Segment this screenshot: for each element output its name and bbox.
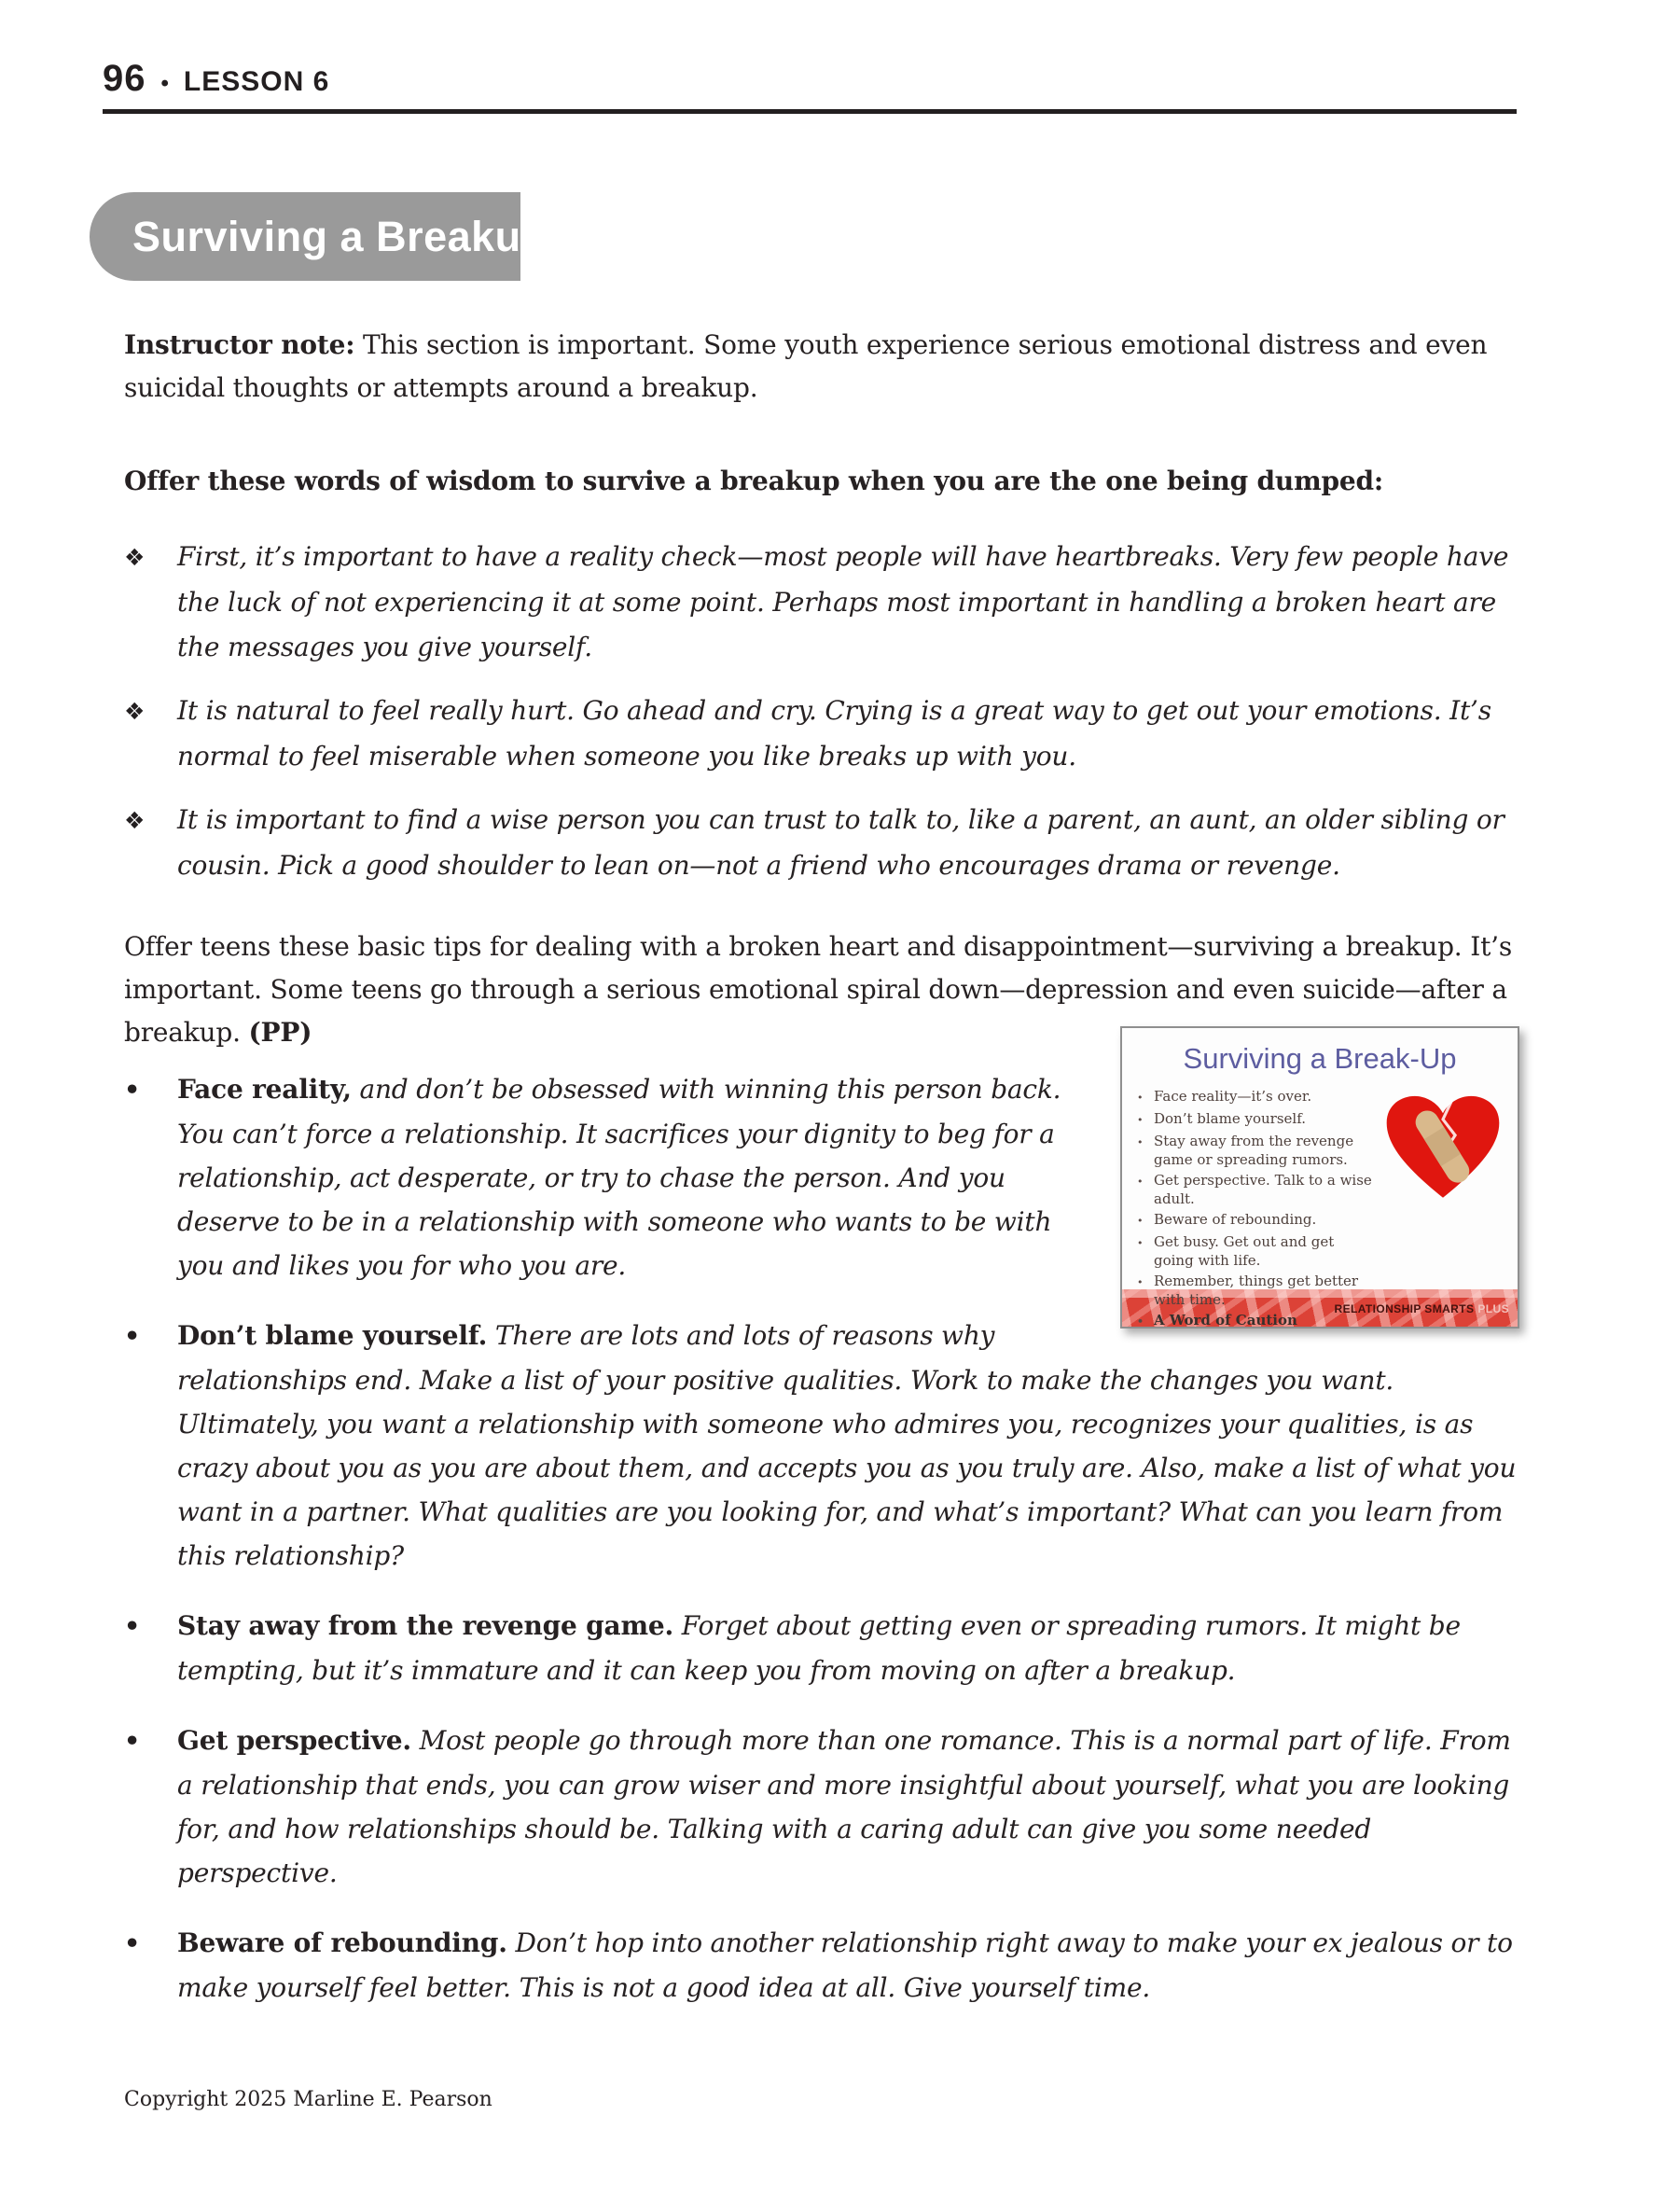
tip-lead: Get perspective. <box>177 1725 411 1756</box>
slide-bullet-text: Remember, things get better with time. <box>1154 1273 1359 1308</box>
header-rule <box>103 109 1517 114</box>
page-header-row <box>103 58 1664 100</box>
slide-bullet <box>1137 1133 1378 1168</box>
section-banner <box>90 192 548 281</box>
tip-lead: Face reality, <box>177 1074 352 1105</box>
slide-bullet-text: Stay away from the revenge game or spreading rumors. <box>1154 1133 1354 1168</box>
dot-bullet-icon: • <box>1137 1176 1144 1188</box>
pp-label: (PP) <box>248 1017 312 1048</box>
tip-text: Don’t hop into another relationship right away to make your ex jealous or to make yourself feel better. This is not a good idea at all. Give yourself time. <box>177 1927 1513 2003</box>
dot-bullet-icon: • <box>1137 1092 1144 1104</box>
slide-title: Surviving a Break-Up <box>1183 1042 1457 1075</box>
dot-bullet-icon: • <box>1137 1114 1144 1126</box>
wisdom-item-text: It is important to find a wise person you can trust to talk to, like a parent, an aunt, an older sibling or cousin. Pick a good shoulder to lean on—not a friend who encourages drama or revenge. <box>177 804 1505 881</box>
diamond-bullet-icon: ❖ <box>124 698 146 725</box>
dot-bullet-icon: • <box>124 1727 141 1756</box>
tips-intro-text: Offer teens these basic tips for dealing with a broken heart and disappointment—surviving a breakup. It’s important. Some teens go through a serious emotional spiral down—depression and even suicide—after a breakup. <box>124 931 1512 1048</box>
page-number: 96 <box>103 58 146 99</box>
slide-bullet-text: Don’t blame yourself. <box>1154 1110 1306 1127</box>
page-footer <box>124 2088 492 2111</box>
page-body <box>124 324 1521 2010</box>
slide-bullet-text: Face reality—it’s over. <box>1154 1088 1312 1105</box>
slide-figure <box>1120 1026 1519 1329</box>
slide-bullet <box>1137 1172 1378 1207</box>
slide-bullet <box>1137 1233 1378 1269</box>
dot-bullet-icon: • <box>1137 1315 1144 1328</box>
page-header <box>0 58 1664 114</box>
instructor-note <box>124 324 1521 410</box>
tip-text: and don’t be obsessed with winning this person back. You can’t force a relationship. It sacrifices your dignity to beg for a relationship, act desperate, or try to chase the person. And you deserve to be in a relationship with someone who wants to be with you and likes you for who you are. <box>177 1074 1061 1281</box>
tip-item <box>124 1314 1521 1578</box>
dot-bullet-icon: • <box>124 1612 141 1641</box>
header-dot-icon: • <box>160 71 169 96</box>
tip-item <box>124 1921 1521 2010</box>
tip-text: Most people go through more than one romance. This is a normal part of life. From a relationship that ends, you can grow wiser and more insightful about yourself, what you are looking for, and how relationships should be. Talking with a caring adult can give you some needed perspective. <box>177 1725 1511 1888</box>
tip-lead: Beware of rebounding. <box>177 1927 507 1958</box>
slide-bullet-text: A Word of Caution <box>1154 1312 1297 1329</box>
note-text: This section is important. Some youth experience serious emotional distress and even suicidal thoughts or attempts around a breakup. <box>124 329 1488 403</box>
words-of-wisdom-heading: Offer these words of wisdom to survive a breakup when you are the one being dumped: <box>124 466 1383 496</box>
wisdom-list <box>124 535 1521 888</box>
slide-bullet <box>1137 1211 1378 1230</box>
slide-bullet-list <box>1137 1088 1378 1329</box>
tip-text: There are lots and lots of reasons why relationships end. Make a list of your positive qualities. Work to make the changes you want. Ultimately, you want a relationship with someone who admires you, recognizes your qualities, is as crazy about you as you are about them, and accepts you as you truly are. Also, make a list of what you want in a partner. What qualities are you looking for, and what’s important? What can you learn from this relationship? <box>177 1320 1517 1571</box>
tip-item <box>124 1604 1521 1692</box>
wisdom-item <box>124 535 1521 670</box>
broken-heart-icon <box>1381 1092 1505 1203</box>
brand-text <box>1335 1302 1509 1315</box>
slide-bullet <box>1137 1088 1378 1106</box>
slide-bullet-text: Beware of rebounding. <box>1154 1211 1317 1228</box>
note-label: Instructor note: <box>124 329 355 360</box>
dot-bullet-icon: • <box>124 1929 141 1958</box>
wisdom-item-text: First, it’s important to have a reality check—most people will have heartbreaks. Very few people have the luck of not experiencing it at some point. Perhaps most important in handling a broken heart are the messages you give yourself. <box>177 541 1509 662</box>
tips-list <box>124 1042 1521 2010</box>
dot-bullet-icon: • <box>124 1322 141 1351</box>
diamond-bullet-icon: ❖ <box>124 544 146 571</box>
diamond-bullet-icon: ❖ <box>124 807 146 834</box>
tip-text: Forget about getting even or spreading rumors. It might be tempting, but it’s immature and it can keep you from moving on after a breakup. <box>177 1610 1461 1686</box>
dot-bullet-icon: • <box>1137 1276 1144 1288</box>
dot-bullet-icon: • <box>124 1076 141 1105</box>
tip-item <box>124 1718 1521 1895</box>
lesson-label: LESSON 6 <box>183 66 330 97</box>
dot-bullet-icon: • <box>1137 1237 1144 1249</box>
wisdom-item <box>124 689 1521 779</box>
wisdom-item <box>124 798 1521 888</box>
brand-suffix: PLUS <box>1477 1302 1509 1315</box>
slide-bullet-text: Get perspective. Talk to a wise adult. <box>1154 1172 1372 1207</box>
section-title: Surviving a Breakup <box>132 212 548 260</box>
slide-bullet <box>1137 1110 1378 1129</box>
copyright-text: Copyright 2025 Marline E. Pearson <box>124 2088 492 2111</box>
brand-name: RELATIONSHIP SMARTS <box>1334 1302 1475 1315</box>
tip-lead: Stay away from the revenge game. <box>177 1610 674 1641</box>
tip-lead: Don’t blame yourself. <box>177 1320 488 1351</box>
dot-bullet-icon: • <box>1137 1136 1144 1148</box>
slide-bullet-text: Get busy. Get out and get going with life. <box>1154 1233 1335 1269</box>
wisdom-item-text: It is natural to feel really hurt. Go ahead and cry. Crying is a great way to get out your emotions. It’s normal to feel miserable when someone you like breaks up with you. <box>177 695 1491 772</box>
dot-bullet-icon: • <box>1137 1215 1144 1227</box>
